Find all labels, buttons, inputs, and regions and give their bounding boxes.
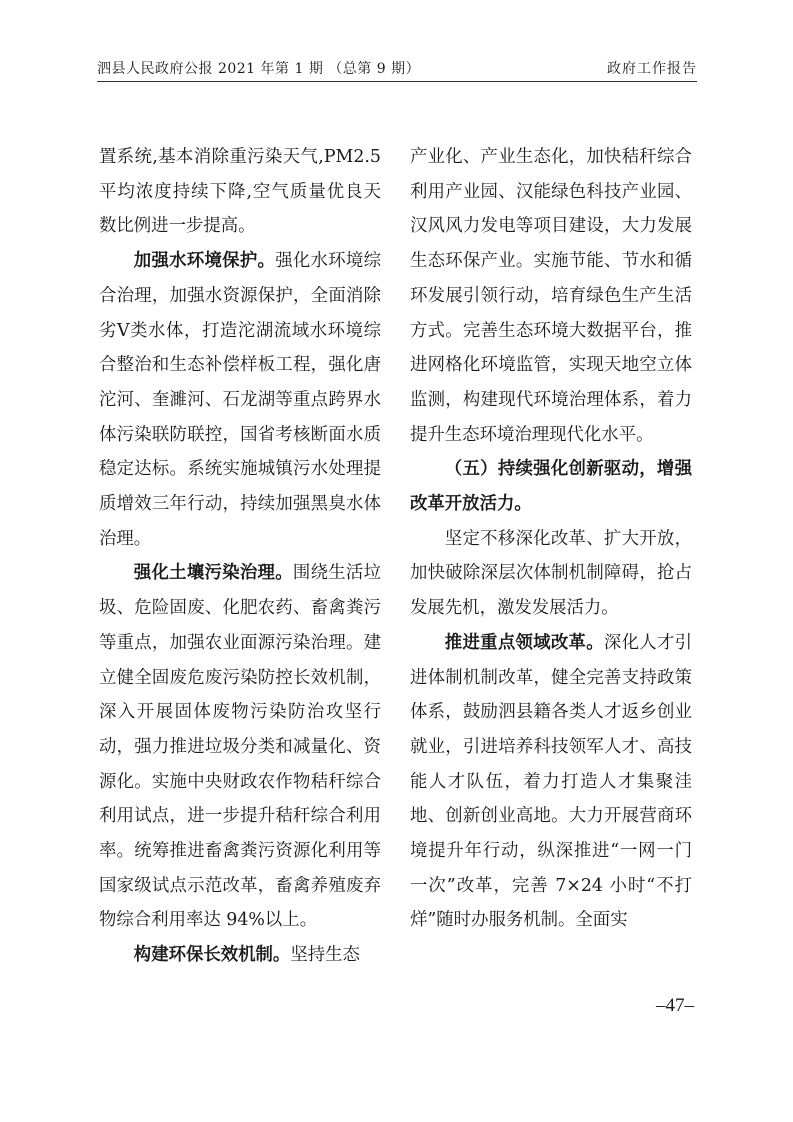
header-section: 政府工作报告 xyxy=(607,61,697,77)
paragraph xyxy=(99,938,381,973)
paragraph: 置系统,基本消除重污染天气,PM2.5 平均浓度持续下降,空气质量优良天数比例进一步提高。 xyxy=(99,147,381,237)
paragraph xyxy=(99,244,381,556)
paragraph-body: 围绕生活垃圾、危险固废、化肥农药、畜禽粪污等重点，加强农业面源污染治理。建立健全固废危废污染防控长效机制，深入开展固体废物污染防治攻坚行动，强力推进垃圾分类和减量化、资源化。实施中央财政农作物秸秆综合利用试点，进一步提升秸秆综合利用率。统筹推进畜禽粪污资源化利用等国家级试点示范改革，畜禽养殖废弃物综合利用率达 94%以上。 xyxy=(99,563,381,931)
running-header xyxy=(97,54,697,80)
paragraph-body: 坚持生态 xyxy=(290,945,360,966)
right-column xyxy=(410,140,692,938)
paragraph-body: 深化人才引进体制机制改革，健全完善支持政策体系，鼓励泗县籍各类人才返乡创业就业，引进培养科技领军人才、高技能人才队伍，着力打造人才集聚洼地、创新创业高地。大力开展营商环境提升年行动，纵深推进“一网一门一次”改革，完善 7×24 小时“不打烊”随时办服务机制。全面实 xyxy=(410,632,692,931)
paragraph-heading: 加强水环境保护。 xyxy=(133,251,276,272)
paragraph-body: 强化水环境综合治理，加强水资源保护，全面消除劣Ⅴ类水体，打造沱湖流域水环境综合整治和生态补偿样板工程，强化唐沱河、奎濉河、石龙湖等重点跨界水体污染联防联控，国省考核断面水质稳定达标。系统实施城镇污水处理提质增效三年行动，持续加强黑臭水体治理。 xyxy=(99,251,381,549)
paragraph: 坚定不移深化改革、扩大开放，加快破除深层次体制机制障碍，抢占发展先机，激发发展活力。 xyxy=(410,528,692,619)
paragraph xyxy=(410,626,692,938)
paragraph: 产业化、产业生态化，加快秸秆综合利用产业园、汉能绿色科技产业园、汉风风力发电等项目建设，大力发展生态环保产业。实施节能、节水和循环发展引领行动，培育绿色生产生活方式。完善生态环境大数据平台，推进网格化环境监管，实现天地空立体监测，构建现代环境治理体系，着力提升生态环境治理现代化水平。 xyxy=(410,147,692,445)
paragraph xyxy=(99,556,381,938)
header-divider xyxy=(97,81,697,82)
paragraph-heading: 推进重点领域改革。 xyxy=(444,632,604,653)
left-column xyxy=(99,140,381,973)
paragraph-heading: 构建环保长效机制。 xyxy=(133,945,291,966)
paragraph-heading: 强化土壤污染治理。 xyxy=(133,563,293,584)
header-publication: 泗县人民政府公报 2021 年第 1 期 （总第 9 期） xyxy=(97,61,421,77)
page-number: –47– xyxy=(656,995,694,1016)
section-heading xyxy=(410,452,692,521)
section-heading-text: （五）持续强化创新驱动，增强改革开放活力。 xyxy=(410,459,692,515)
